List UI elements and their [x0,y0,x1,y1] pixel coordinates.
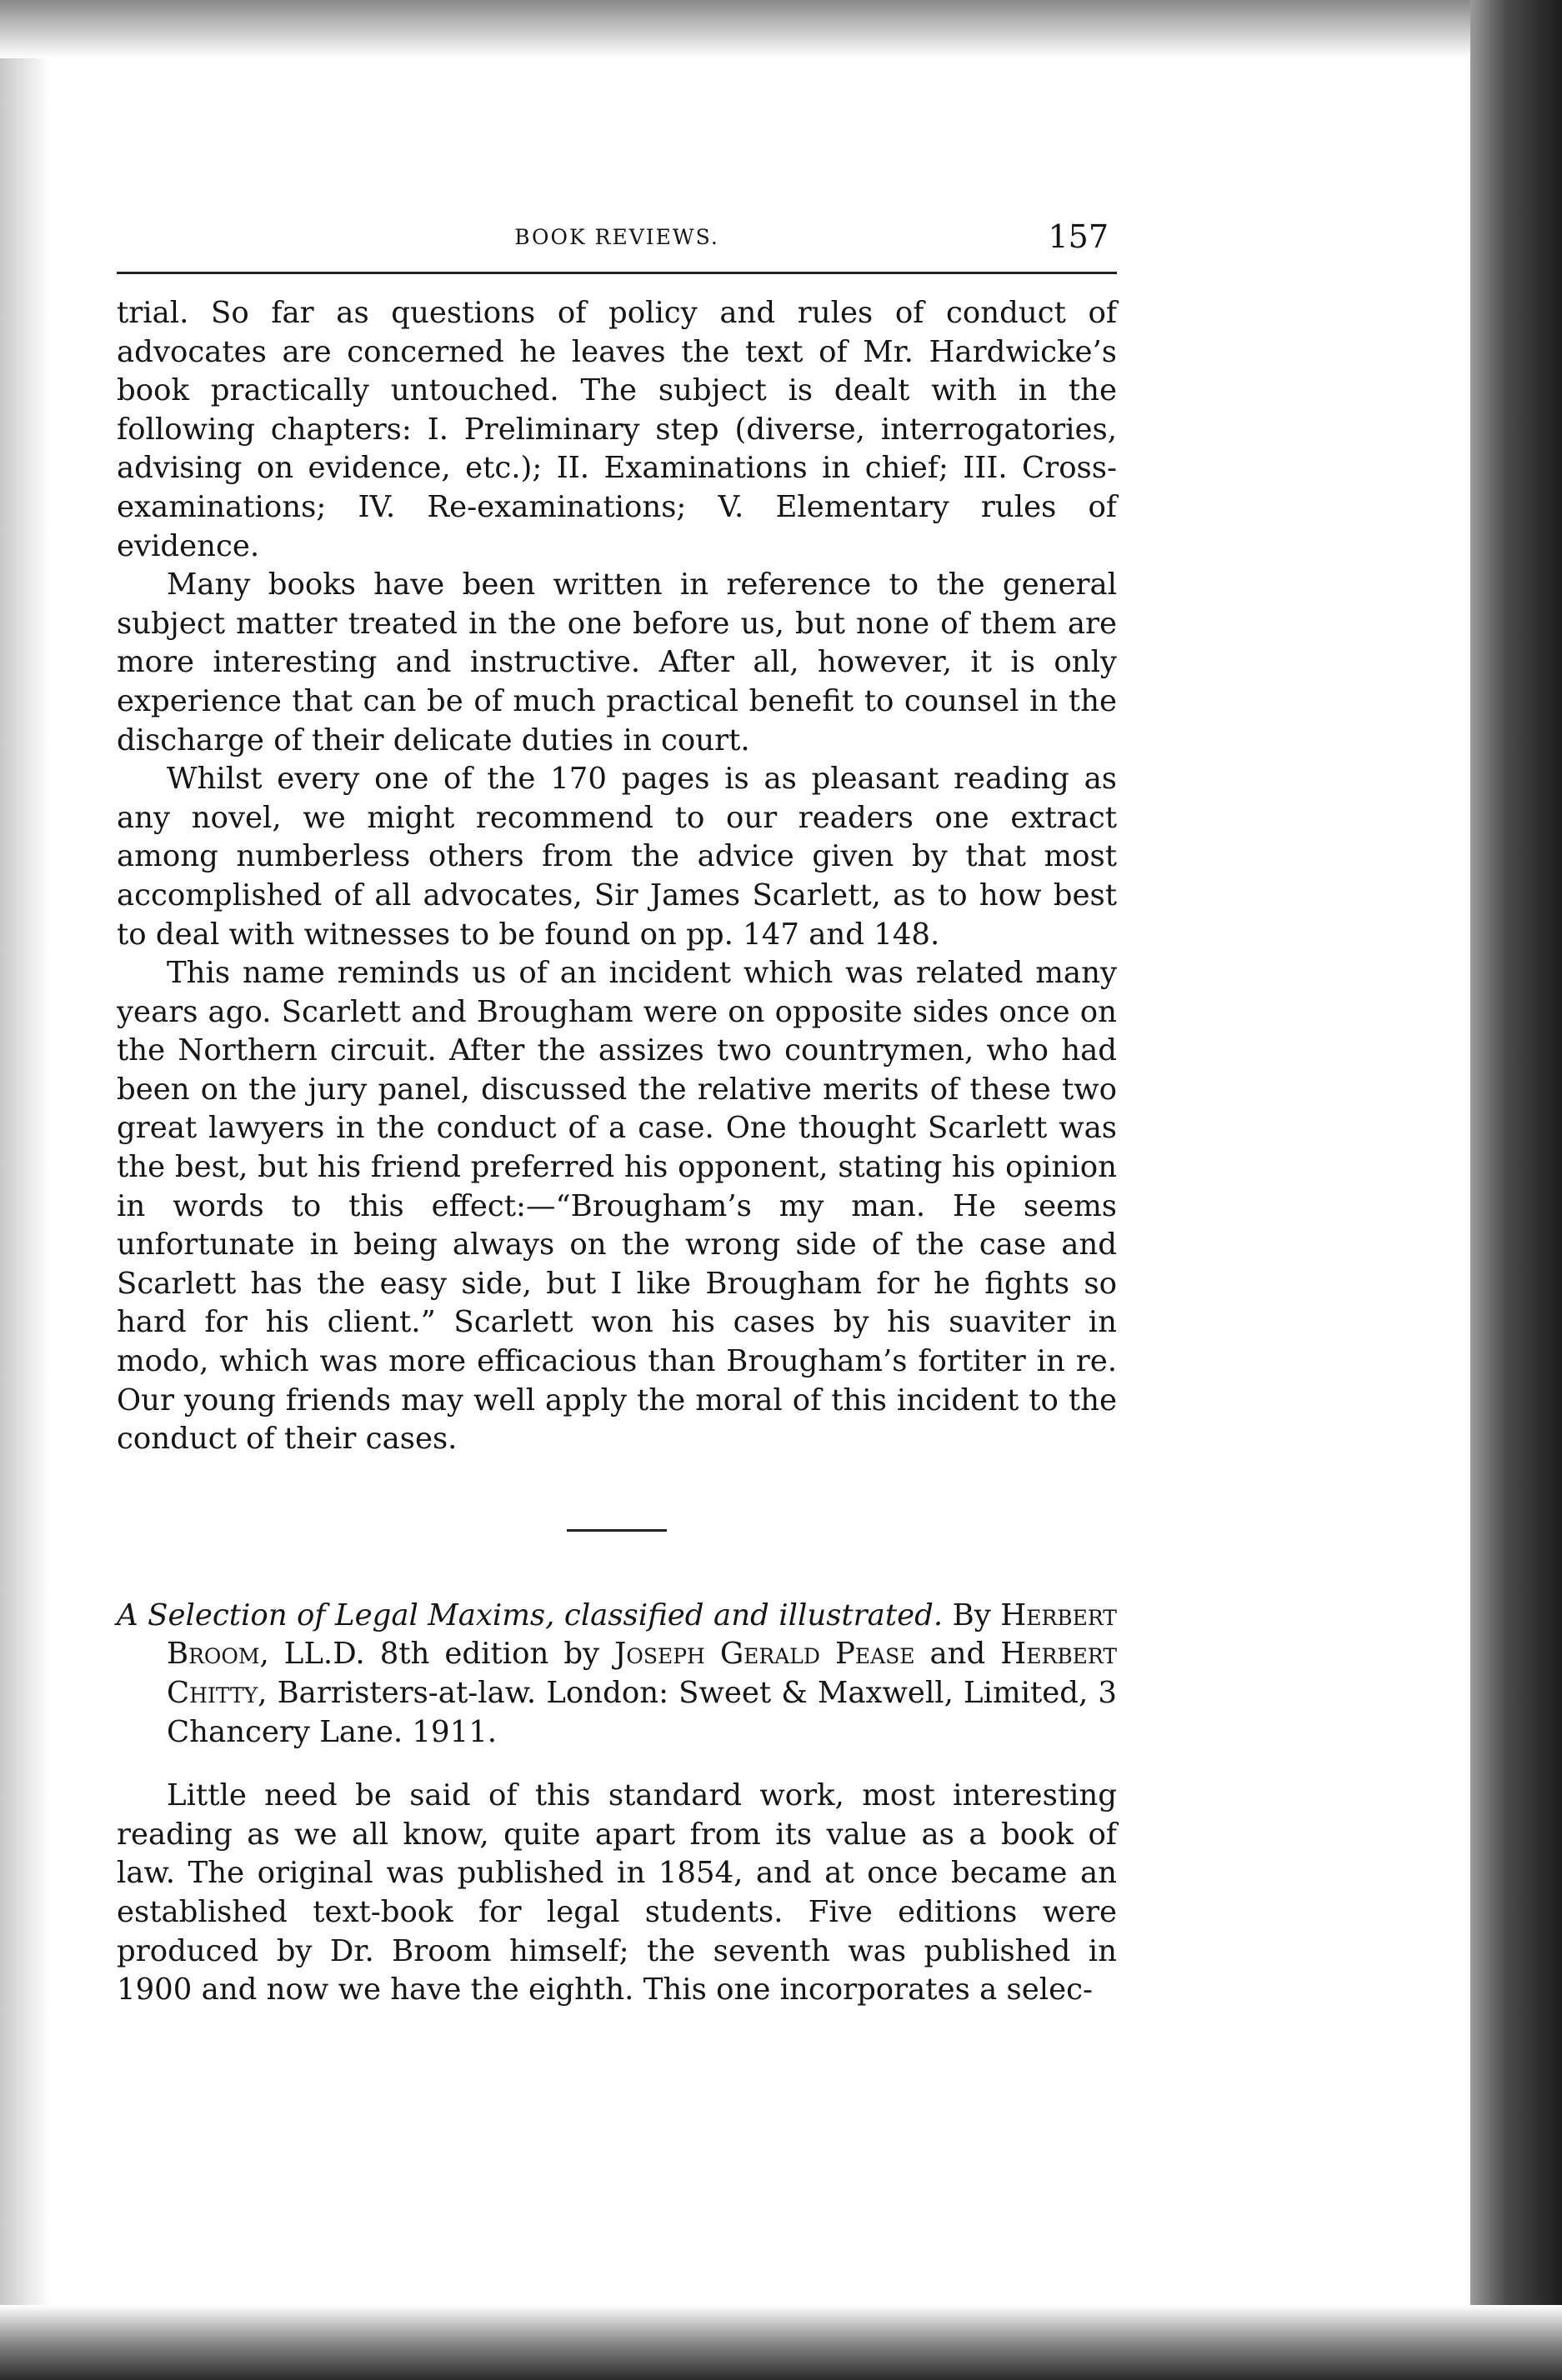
citation-author: Herbert Broom, LL.D. [167,1598,1117,1672]
review2-paragraph-1: Little need be said of this standard work, most interesting reading as we all know, quite apart from its value as a book of law. The original was published in 1854, and at once became an established text-book for legal students. Five editions were produced by Dr. Broom himself; the seventh was published in 1900 and now we have the eighth. This one incorporates a selec- [117,1778,1117,2008]
review1-paragraph-4: This name reminds us of an incident which was related many years ago. Scarlett and Brougham were on opposite sides once on the Northern circuit. After the assizes two countrymen, who had been on the jury panel, discussed the relative merits of these two great lawyers in the conduct of a case. One thought Scarlett was the best, but his friend preferred his opponent, stating his opinion in words to this effect:—“Brougham’s my man. He seems unfortunate in being always on the wrong side of the case and Scarlett has the easy side, but I like Brougham for he fights so hard for his client.” Scarlett won his cases by his suaviter in modo, which was more efficacious than Brougham’s fortiter in re. Our young friends may well apply the moral of this incident to the conduct of their cases. [117,956,1117,1457]
section-divider [567,1529,667,1532]
running-head [117,218,1117,267]
citation-edition: 8th edition by [379,1637,600,1672]
page-number: 157 [1048,218,1109,255]
scan-bottom-edge [0,2305,1562,2380]
book-citation [117,1597,1117,1752]
review-hardwicke-continued [117,294,1117,1459]
header-rule [117,272,1117,274]
running-title: BOOK REVIEWS. [514,225,719,249]
review1-paragraph-2: Many books have been written in reference to the general subject matter treated in the one before us, but none of them are more interesting and instructive. After all, however, it is only experience that can be of much practical benefit to counsel in the discharge of their delicate duties in court. [117,568,1117,758]
review1-paragraph-1: trial. So far as questions of policy and rules of conduct of advocates are concerned he leaves the text of Mr. Hardwicke’s book practically untouched. The subject is dealt with in the following chapters: I. Preliminary step (diverse, interrogatories, advising on evidence, etc.); II. Examinations in chief; III. Cross-examinations; IV. Re-examinations; V. Elementary rules of evidence. [117,296,1117,563]
scan-top-edge [0,0,1562,58]
book-title: A Selection of Legal Maxims, classified and illustrated. [117,1598,944,1632]
book-page [117,218,1117,2010]
scan-right-edge [1470,0,1562,2380]
review-legal-maxims [117,1597,1117,2010]
citation-editor-2: Herbert Chitty [167,1637,1117,1710]
citation-by: By [952,1598,991,1632]
scan-left-edge [0,0,50,2380]
citation-editor-1: Joseph Gerald Pease [614,1637,915,1672]
citation-and: and [929,1637,986,1672]
citation-imprint: , Barristers-at-law. London: Sweet & Maxwell, Limited, 3 Chancery Lane. 1911. [167,1676,1117,1749]
review1-paragraph-3: Whilst every one of the 170 pages is as pleasant reading as any novel, we might recommend to our readers one extract among numberless others from the advice given by that most accomplished of all advocates, Sir James Scarlett, as to how best to deal with witnesses to be found on pp. 147 and 148. [117,762,1117,952]
